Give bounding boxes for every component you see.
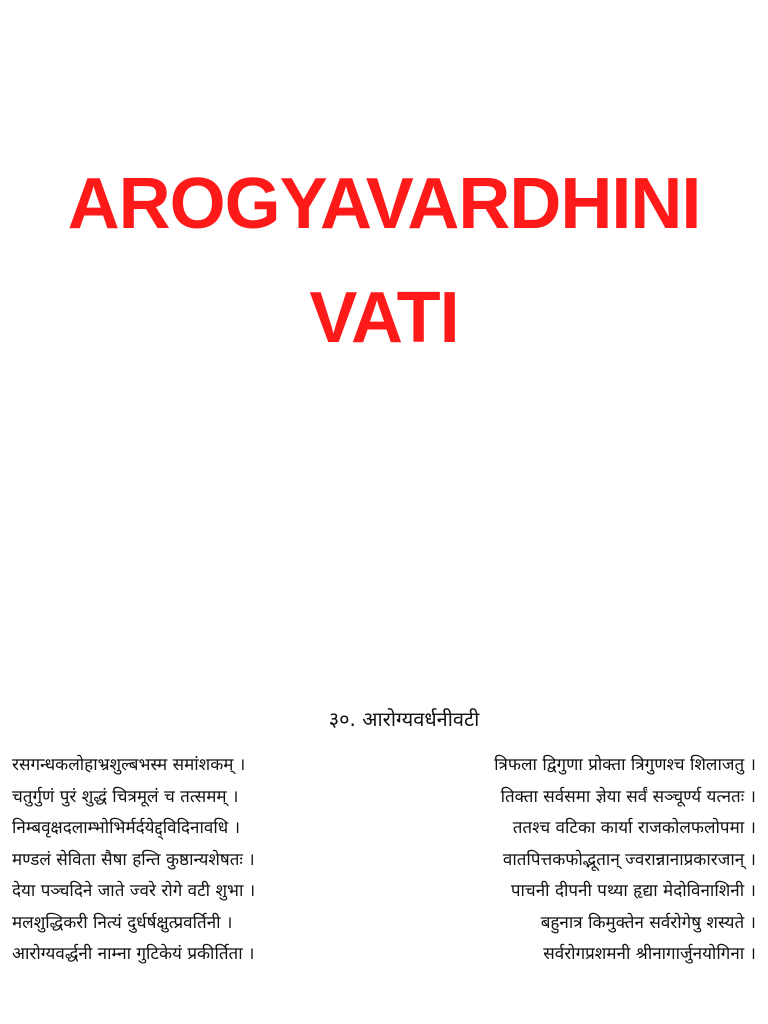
verse-half-a: मलशुद्धिकरी नित्यं दुर्धर्षक्षुत्प्रवर्तिनी ।	[12, 912, 233, 933]
sanskrit-verse	[12, 750, 756, 971]
verse-half-a: मण्डलं सेविता सैषा हन्ति कुष्ठान्यशेषतः ।	[12, 849, 255, 870]
verse-heading: ३०. आरोग्यवर्धनीवटी	[328, 707, 480, 731]
verse-half-a: चतुर्गुणं पुरं शुद्धं चित्रमूलं च तत्समम् ।	[12, 786, 239, 807]
verse-half-b: तिक्ता सर्वसमा ज्ञेया सर्वं सञ्चूर्ण्य यत्नतः ।	[500, 786, 756, 807]
page-title-line-1: AROGYAVARDHINI	[67, 164, 701, 244]
verse-line	[12, 939, 756, 971]
verse-line	[12, 750, 756, 782]
verse-half-a: आरोग्यवर्द्धनी नाम्ना गुटिकेयं प्रकीर्तिता ।	[12, 944, 255, 964]
verse-line	[12, 845, 756, 877]
verse-line	[12, 908, 756, 940]
verse-half-b: सर्वरोगप्रशमनी श्रीनागार्जुनयोगिना ।	[543, 944, 756, 964]
verse-half-b: वातपित्तकफोद्भूतान् ज्वरान्नानाप्रकारजान् ।	[502, 849, 756, 870]
verse-half-b: ततश्च वटिका कार्या राजकोलफलोपमा ।	[512, 818, 756, 838]
verse-half-b: त्रिफला द्विगुणा प्रोक्ता त्रिगुणश्च शिलाजतु ।	[494, 755, 756, 775]
verse-half-a: रसगन्धकलोहाभ्रशुल्बभस्म समांशकम् ।	[12, 755, 246, 775]
verse-line	[12, 782, 756, 814]
verse-line	[12, 813, 756, 845]
verse-half-a: देया पञ्चदिने जाते ज्वरे रोगे वटी शुभा ।	[12, 881, 256, 901]
page-title-line-2: VATI	[309, 278, 459, 358]
verse-half-b: पाचनी दीपनी पथ्या हृद्या मेदोविनाशिनी ।	[510, 881, 756, 901]
verse-line	[12, 876, 756, 908]
verse-half-a: निम्बवृक्षदलाम्भोभिर्मर्दयेद्द्विदिनावधि ।	[12, 818, 241, 838]
verse-half-b: बहुनात्र किमुक्तेन सर्वरोगेषु शस्यते ।	[540, 912, 756, 933]
